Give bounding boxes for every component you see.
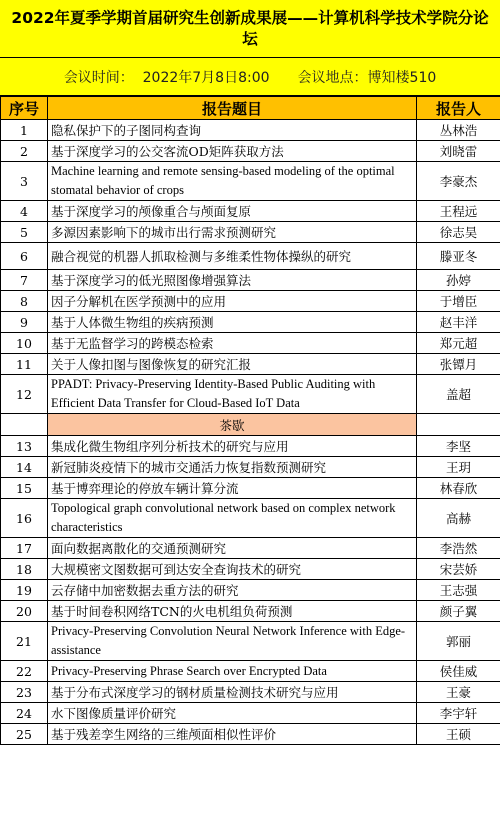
row-topic: 基于深度学习的低光照图像增强算法 <box>48 270 417 291</box>
row-number: 15 <box>1 478 48 499</box>
row-number: 18 <box>1 559 48 580</box>
row-topic: 水下图像质量评价研究 <box>48 703 417 724</box>
row-reporter: 李坚 <box>417 436 500 457</box>
table-row <box>1 243 500 270</box>
table-row <box>1 559 500 580</box>
table-row <box>1 457 500 478</box>
meeting-info <box>0 58 500 96</box>
row-reporter: 王志强 <box>417 580 500 601</box>
row-number: 7 <box>1 270 48 291</box>
row-reporter: 于增臣 <box>417 291 500 312</box>
table-row <box>1 291 500 312</box>
meeting-time-label: 会议时间： <box>63 69 134 86</box>
row-reporter: 王硕 <box>417 724 500 745</box>
row-number: 10 <box>1 333 48 354</box>
schedule-table <box>0 96 500 745</box>
row-topic: Machine learning and remote sensing-based modeling of the optimal stomatal behavior of crops <box>48 162 417 201</box>
header-row <box>1 97 500 120</box>
row-reporter: 侯佳威 <box>417 661 500 682</box>
row-number: 19 <box>1 580 48 601</box>
row-topic: 集成化微生物组序列分析技术的研究与应用 <box>48 436 417 457</box>
table-row <box>1 312 500 333</box>
row-topic: 基于深度学习的公交客流OD矩阵获取方法 <box>48 141 417 162</box>
row-number: 3 <box>1 162 48 201</box>
table-row <box>1 703 500 724</box>
row-topic: 基于深度学习的颅像重合与颅面复原 <box>48 201 417 222</box>
row-number: 11 <box>1 354 48 375</box>
table-row <box>1 120 500 141</box>
table-row <box>1 354 500 375</box>
row-topic: PPADT: Privacy-Preserving Identity-Based Public Auditing with Efficient Data Transfer for Cloud-Based IoT Data <box>48 375 417 414</box>
row-reporter: 孙婷 <box>417 270 500 291</box>
sheet-title: 2022年夏季学期首届研究生创新成果展——计算机科学技术学院分论坛 <box>0 0 500 58</box>
row-reporter: 王玥 <box>417 457 500 478</box>
row-number: 12 <box>1 375 48 414</box>
row-topic: 云存储中加密数据去重方法的研究 <box>48 580 417 601</box>
row-topic: 面向数据离散化的交通预测研究 <box>48 538 417 559</box>
table-row <box>1 333 500 354</box>
row-topic: 基于残差孪生网络的三维颅面相似性评价 <box>48 724 417 745</box>
header-no: 序号 <box>1 97 48 120</box>
row-number: 13 <box>1 436 48 457</box>
row-reporter: 丛林浩 <box>417 120 500 141</box>
row-number: 1 <box>1 120 48 141</box>
table-row <box>1 580 500 601</box>
row-reporter: 徐志昊 <box>417 222 500 243</box>
break-blank-cell <box>417 414 500 436</box>
table-row <box>1 201 500 222</box>
row-topic: 隐私保护下的子图同构查询 <box>48 120 417 141</box>
row-reporter: 高赫 <box>417 499 500 538</box>
row-topic: 多源因素影响下的城市出行需求预测研究 <box>48 222 417 243</box>
row-reporter: 滕亚冬 <box>417 243 500 270</box>
row-reporter: 盖超 <box>417 375 500 414</box>
row-reporter: 李浩然 <box>417 538 500 559</box>
table-row <box>1 270 500 291</box>
row-topic: 因子分解机在医学预测中的应用 <box>48 291 417 312</box>
row-reporter: 李豪杰 <box>417 162 500 201</box>
row-topic: Privacy-Preserving Phrase Search over Encrypted Data <box>48 661 417 682</box>
row-topic: 关于人像扣图与图像恢复的研究汇报 <box>48 354 417 375</box>
row-reporter: 郭丽 <box>417 622 500 661</box>
row-number: 4 <box>1 201 48 222</box>
row-topic: 新冠肺炎疫情下的城市交通活力恢复指数预测研究 <box>48 457 417 478</box>
rows-before-break <box>1 120 500 414</box>
row-number: 21 <box>1 622 48 661</box>
row-number: 9 <box>1 312 48 333</box>
meeting-place-value: 博知楼510 <box>367 69 437 86</box>
row-number: 17 <box>1 538 48 559</box>
row-topic: Privacy-Preserving Convolution Neural Network Inference with Edge-assistance <box>48 622 417 661</box>
row-number: 22 <box>1 661 48 682</box>
row-number: 24 <box>1 703 48 724</box>
row-topic: 基于博弈理论的停放车辆计算分流 <box>48 478 417 499</box>
break-row <box>1 414 500 436</box>
row-topic: 大规模密文图数据可到达安全查询技术的研究 <box>48 559 417 580</box>
table-row <box>1 478 500 499</box>
table-row <box>1 538 500 559</box>
row-number: 20 <box>1 601 48 622</box>
row-number: 25 <box>1 724 48 745</box>
row-number: 2 <box>1 141 48 162</box>
row-number: 5 <box>1 222 48 243</box>
row-reporter: 刘晓雷 <box>417 141 500 162</box>
row-topic: 基于分布式深度学习的钢材质量检测技术研究与应用 <box>48 682 417 703</box>
table-row <box>1 601 500 622</box>
row-reporter: 赵丰洋 <box>417 312 500 333</box>
table-row <box>1 141 500 162</box>
meeting-time-value: 2022年7月8日8:00 <box>142 69 270 86</box>
header-topic: 报告题目 <box>48 97 417 120</box>
row-reporter: 颜子翼 <box>417 601 500 622</box>
table-row <box>1 661 500 682</box>
row-reporter: 张镡月 <box>417 354 500 375</box>
table-row <box>1 682 500 703</box>
row-reporter: 李宇轩 <box>417 703 500 724</box>
meeting-place <box>298 67 437 87</box>
table-row <box>1 436 500 457</box>
row-number: 6 <box>1 243 48 270</box>
row-number: 8 <box>1 291 48 312</box>
row-reporter: 宋芸娇 <box>417 559 500 580</box>
meeting-time <box>64 67 270 87</box>
header-reporter: 报告人 <box>417 97 500 120</box>
break-blank-cell <box>1 414 48 436</box>
row-reporter: 王程远 <box>417 201 500 222</box>
row-reporter: 王豪 <box>417 682 500 703</box>
table-row <box>1 622 500 661</box>
table-row <box>1 375 500 414</box>
row-topic: 基于时间卷积网络TCN的火电机组负荷预测 <box>48 601 417 622</box>
break-section <box>1 414 500 436</box>
row-reporter: 郑元超 <box>417 333 500 354</box>
row-reporter: 林春欣 <box>417 478 500 499</box>
table-row <box>1 724 500 745</box>
row-number: 16 <box>1 499 48 538</box>
meeting-place-label: 会议地点： <box>297 69 368 86</box>
table-row <box>1 162 500 201</box>
table-row <box>1 499 500 538</box>
row-topic: 基于人体微生物组的疾病预测 <box>48 312 417 333</box>
row-topic: Topological graph convolutional network based on complex network characteristics <box>48 499 417 538</box>
break-label: 茶歇 <box>48 414 417 436</box>
row-number: 23 <box>1 682 48 703</box>
row-number: 14 <box>1 457 48 478</box>
row-topic: 融合视觉的机器人抓取检测与多维柔性物体操纵的研究 <box>48 243 417 270</box>
rows-after-break <box>1 436 500 745</box>
table-row <box>1 222 500 243</box>
row-topic: 基于无监督学习的跨模态检索 <box>48 333 417 354</box>
